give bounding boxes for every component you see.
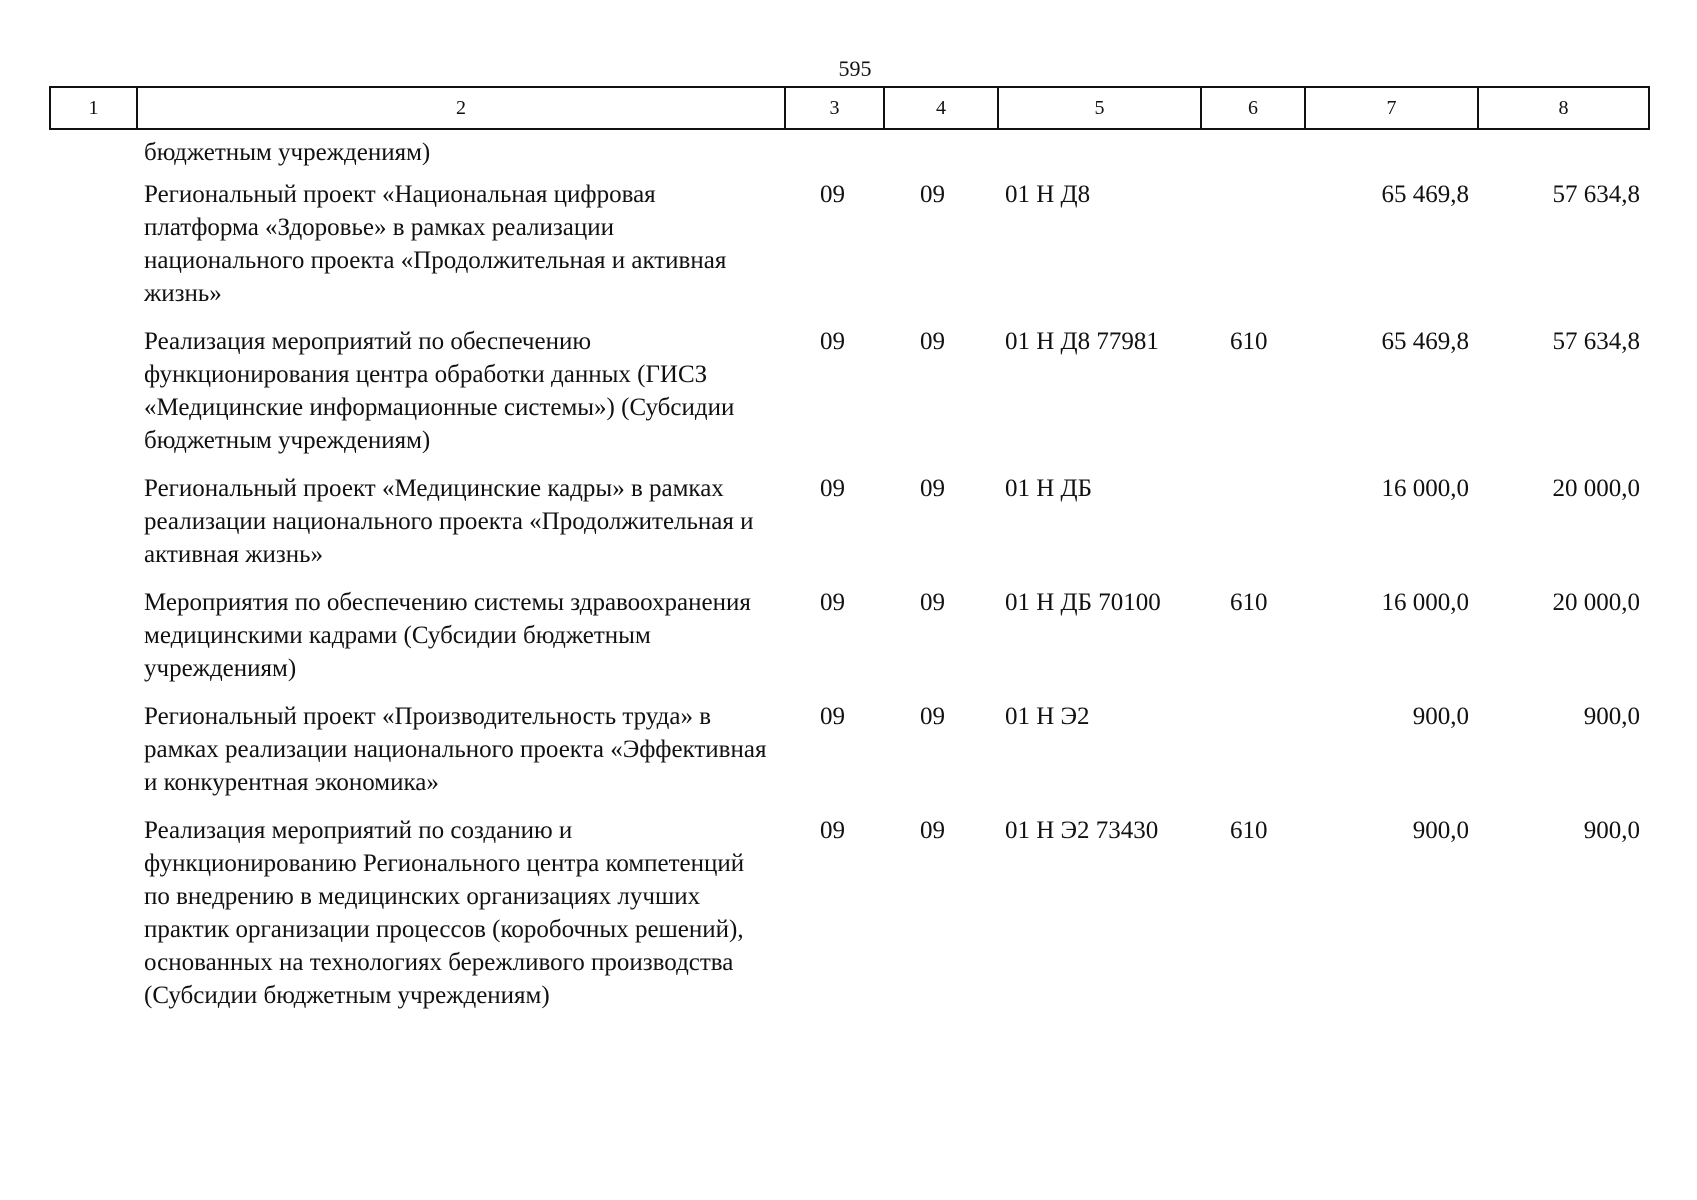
continuation-row [49, 136, 1648, 178]
row-section: 09 [820, 703, 845, 730]
row-subsection: 09 [920, 817, 945, 844]
budget-table [49, 136, 1648, 1027]
row-name: Мероприятия по обеспечению системы здравоохранения медицинскими кадрами (Субсидии бюджетным учреждениям) [144, 589, 751, 682]
row-amount-2: 900,0 [1583, 817, 1640, 844]
row-expense-type: 610 [1230, 589, 1268, 616]
header-col-5: 5 [998, 87, 1201, 129]
column-number-header [49, 86, 1650, 130]
row-name: Региональный проект «Медицинские кадры» в рамках реализации национального проекта «Продолжительная и активная жизнь» [144, 475, 754, 568]
row-section: 09 [820, 817, 845, 844]
row-expense-type: 610 [1230, 817, 1268, 844]
header-col-2: 2 [137, 87, 785, 129]
row-name: Реализация мероприятий по созданию и функционированию Регионального центра компетенций по внедрению в медицинских организациях лучших практик организации процессов (коробочных решений), основанных на технологиях бережливого производства (Субсидии бюджетным учреждениям) [144, 817, 745, 1009]
row-target-code: 01 Н Э2 73430 [1005, 817, 1159, 844]
row-subsection: 09 [920, 181, 945, 208]
page-number: 595 [838, 56, 872, 81]
table-row [49, 472, 1648, 586]
row-amount-2: 20 000,0 [1552, 589, 1640, 616]
row-amount-2: 57 634,8 [1552, 328, 1640, 355]
header-col-8: 8 [1478, 87, 1649, 129]
row-section: 09 [820, 328, 845, 355]
row-subsection: 09 [920, 475, 945, 502]
row-expense-type: 610 [1230, 328, 1268, 355]
continuation-text: бюджетным учреждениям) [144, 139, 431, 166]
row-subsection: 09 [920, 703, 945, 730]
table-row [49, 586, 1648, 700]
row-name: Региональный проект «Национальная цифровая платформа «Здоровье» в рамках реализации национального проекта «Продолжительная и активная жизнь» [144, 181, 727, 307]
header-row [50, 87, 1649, 129]
header-col-7: 7 [1305, 87, 1478, 129]
row-subsection: 09 [920, 328, 945, 355]
header-col-3: 3 [785, 87, 884, 129]
table-row [49, 814, 1648, 1027]
table-row [49, 325, 1648, 472]
row-expense-type [1200, 178, 1304, 325]
row-amount-2: 20 000,0 [1552, 475, 1640, 502]
row-amount-1: 65 469,8 [1381, 328, 1469, 355]
row-amount-1: 16 000,0 [1381, 475, 1469, 502]
row-expense-type [1200, 700, 1304, 814]
row-section: 09 [820, 589, 845, 616]
header-col-1: 1 [50, 87, 137, 129]
header-col-4: 4 [884, 87, 998, 129]
header-col-6: 6 [1201, 87, 1305, 129]
row-name: Региональный проект «Производительность труда» в рамках реализации национального проекта «Эффективная и конкурентная экономика» [144, 703, 767, 796]
row-expense-type [1200, 472, 1304, 586]
row-amount-1: 16 000,0 [1381, 589, 1469, 616]
row-name: Реализация мероприятий по обеспечению функционирования центра обработки данных (ГИСЗ «Медицинские информационные системы») (Субсидии бюджетным учреждениям) [144, 328, 735, 454]
table-row [49, 178, 1648, 325]
table-row [49, 700, 1648, 814]
row-amount-1: 900,0 [1412, 703, 1469, 730]
row-subsection: 09 [920, 589, 945, 616]
row-target-code: 01 Н ДБ 70100 [1005, 589, 1161, 616]
row-target-code: 01 Н Д8 [1005, 181, 1091, 208]
row-amount-1: 65 469,8 [1381, 181, 1469, 208]
row-amount-2: 900,0 [1583, 703, 1640, 730]
row-amount-1: 900,0 [1412, 817, 1469, 844]
row-section: 09 [820, 181, 845, 208]
row-target-code: 01 Н Д8 77981 [1005, 328, 1159, 355]
row-target-code: 01 Н Э2 [1005, 703, 1090, 730]
row-amount-2: 57 634,8 [1552, 181, 1640, 208]
row-target-code: 01 Н ДБ [1005, 475, 1092, 502]
row-section: 09 [820, 475, 845, 502]
